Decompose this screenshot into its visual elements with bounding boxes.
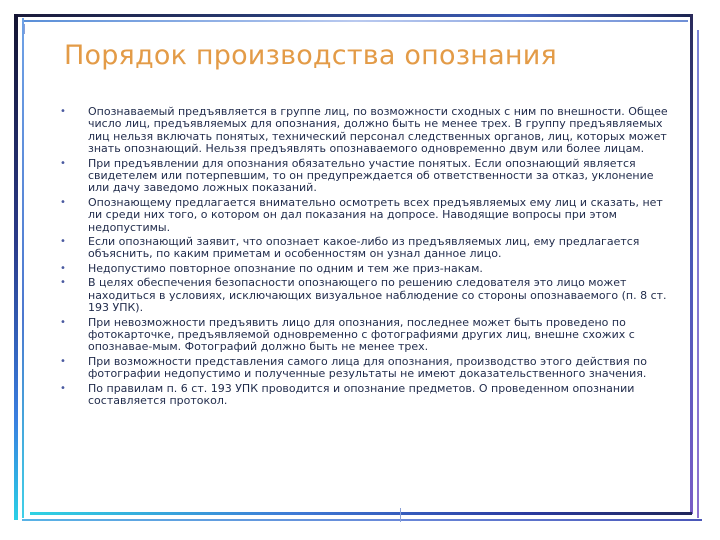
frame-bottom-inner-line: [22, 519, 702, 521]
bullet-marker: •: [60, 316, 66, 328]
frame-bottom-line: [30, 512, 692, 515]
bullet-item: [58, 383, 670, 408]
bullet-item: [58, 106, 670, 156]
bullet-item: [58, 197, 670, 234]
bullet-item: [58, 158, 670, 195]
bullet-text: Если опознающий заявит, что опознает какое-либо из предъявляемых лиц, ему предлагается объяснить, по каким приметам и особенностям он узнал данное лицо.: [88, 235, 640, 261]
frame-left-inner-line: [22, 18, 24, 518]
frame-bottom-tick: [400, 508, 401, 522]
bullet-text: При возможности представления самого лица для опознания, производство этого действия по фотографии недопустимо и полученные результаты не имеют доказательственного значения.: [88, 354, 647, 381]
bullet-text: Опознающему предлагается внимательно осмотреть всех предъявляемых ему лиц и сказать, нет ли среди них того, о котором он дал показания на допросе. Наводящие вопросы при этом недопустимы.: [88, 195, 663, 234]
frame-right-inner-line: [697, 30, 699, 518]
bullet-item: [58, 263, 670, 275]
bullet-marker: •: [60, 106, 66, 117]
bullet-item: [58, 277, 670, 314]
bullet-list: [58, 106, 670, 409]
frame-corner-tick: [24, 24, 25, 34]
frame-top-line: [18, 14, 692, 17]
bullet-text: Недопустимо повторное опознание по одним и тем же приз-накам.: [88, 261, 483, 275]
bullet-marker: •: [60, 157, 66, 169]
bullet-marker: •: [60, 236, 66, 248]
bullet-item: [58, 356, 670, 381]
bullet-item: [58, 236, 670, 261]
bullet-marker: •: [60, 355, 66, 367]
bullet-text: По правилам п. 6 ст. 193 УПК проводится и опознание предметов. О проведенном опознании составляется протокол.: [88, 381, 635, 407]
bullet-marker: •: [60, 262, 66, 274]
bullet-text: В целях обеспечения безопасности опознающего по решению следователя это лицо может находиться в условиях, исключающих визуальное наблюдение со стороны опознаваемого (п. 8 ст. 193 УПК).: [88, 276, 667, 315]
bullet-marker: •: [60, 196, 66, 208]
bullet-item: [58, 317, 670, 354]
bullet-marker: •: [60, 382, 66, 394]
bullet-text: Опознаваемый предъявляется в группе лиц, по возможности сходных с ним по внешности. Общее число лиц, предъявляемых для опознания, должно быть не менее трех. В группу предъявляемых лиц нельзя включать понятых, технический персонал следственных органов, лиц, которых может знать опознающий. Нельзя предъявлять опознаваемого одновременно двум или более лицам.: [88, 105, 668, 156]
frame-right-line: [690, 14, 693, 514]
slide-title: Порядок производства опознания: [64, 40, 557, 71]
bullet-marker: •: [60, 277, 66, 289]
bullet-text: При предъявлении для опознания обязательно участие понятых. Если опознающий является свидетелем или потерпевшим, то он предупреждается об ответственности за отказ, уклонение или дачу заведомо ложных показаний.: [88, 156, 654, 195]
frame-top-inner-line: [24, 20, 688, 22]
frame-left-line: [14, 14, 18, 520]
bullet-text: При невозможности предъявить лицо для опознания, последнее может быть проведено по фотокарточке, предъявляемой одновременно с фотографиями других лиц, внешне схожих с опознавае-мым. Фотографий должно быть не менее трех.: [88, 315, 635, 354]
